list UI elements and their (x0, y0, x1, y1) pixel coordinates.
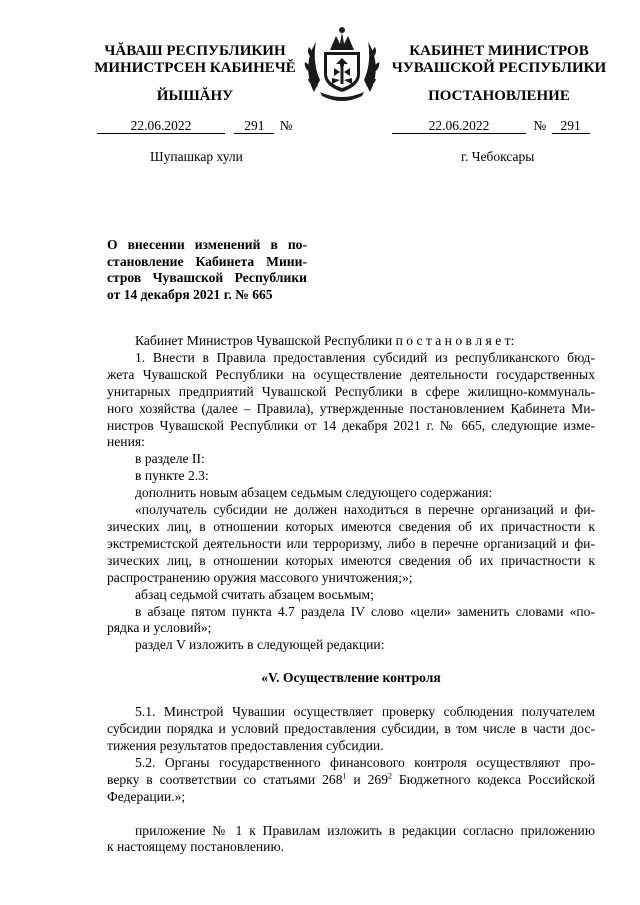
body-p4: в пункте 2.3: (135, 468, 209, 484)
left-no-sign: № (279, 118, 293, 133)
header-left-doc-type: ЙЫШĂНУ (156, 88, 234, 104)
left-city: Шупашкар хули (150, 149, 243, 164)
right-number: 291 (552, 119, 590, 134)
header-right-doc-type: ПОСТАНОВЛЕНИЕ (428, 88, 570, 104)
body-p6-l1: «получатель субсидии не должен находиться в перечне организаций и фи- (135, 502, 595, 518)
body-p2-l2: жета Чувашской Республики на осуществление деятельности государственных (107, 366, 595, 382)
body-p11-l2a: верку в соответствии со статьями 268 (107, 771, 343, 787)
body-p11-l1: 5.2. Органы государственного финансового контроля осуществляют про- (135, 754, 595, 770)
body-p2-l1: 1. Внести в Правила предоставления субсидий из республиканского бюд- (135, 349, 595, 365)
body-p11 (107, 755, 595, 806)
body-p11-l3: Федерации.»; (107, 788, 186, 804)
body-p1: Кабинет Министров Чувашской Республики п о с т а н о в л я е т: (135, 333, 515, 348)
body-p10 (107, 704, 595, 755)
body-p6-l3: экстремистской деятельности или терроризму, либо в перечне организаций и фи- (107, 535, 595, 551)
document-title (107, 237, 307, 303)
body-p3: в разделе II: (135, 451, 205, 467)
body-p8 (107, 604, 595, 638)
body-p2 (107, 350, 595, 451)
document-body (107, 333, 595, 856)
body-p6-l4: зических лиц, в отношении которых имеются сведения об их причастности к (107, 552, 595, 568)
body-p10-l1: 5.1. Минстрой Чувашии осуществляет проверку соблюдения получателем (135, 704, 595, 720)
body-p12-l2: к настоящему постановлению. (107, 839, 285, 855)
header-left-line2: МИНИСТРСЕН КАБИНЕЧĚ (94, 60, 296, 76)
body-p11-l2b: и 269 (346, 771, 388, 787)
body-p6 (107, 502, 595, 587)
title-line3: стров Чувашской Республики (107, 270, 307, 285)
body-p10-l2: субсидии порядка и условий предоставления субсидии, в том числе в части дос- (107, 721, 595, 737)
body-p5: дополнить новым абзацем седьмым следующего содержания: (135, 485, 493, 501)
body-p10-l3: тижения результатов предоставления субсидии. (107, 737, 384, 753)
body-p6-l2: зических лиц, в отношении которых имеются сведения об их причастности к (107, 518, 595, 534)
title-line4: от 14 декабря 2021 г. № 665 (107, 286, 273, 302)
title-line2: становление Кабинета Мини- (107, 253, 307, 269)
section-heading: «V. Осуществление контроля (261, 670, 441, 686)
body-p2-l4: ного хозяйства (далее – Правила), утвержденные постановлением Кабинета Ми- (107, 400, 595, 416)
left-date: 22.06.2022 (97, 119, 225, 134)
body-p2-l6: нения: (107, 434, 145, 450)
body-p11-l2c: Бюджетного кодекса Российской (392, 771, 595, 787)
body-p11-sup1: 1 (342, 771, 347, 781)
body-p2-l5: нистров Чувашской Республики от 14 декабря 2021 г. № 665, следующие изме- (107, 417, 595, 433)
left-number: 291 (234, 119, 274, 134)
right-no-sign: № (533, 118, 547, 133)
body-p8-l2: рядка и условий»; (107, 620, 212, 636)
body-p11-l2 (107, 772, 595, 789)
body-p9: раздел V изложить в следующей редакции: (135, 637, 385, 653)
title-line1: О внесении изменений в по- (107, 237, 307, 252)
body-p8-l1: в абзаце пятом пункта 4.7 раздела IV слово «цели» заменить словами «по- (135, 603, 595, 619)
header-right-date-row (392, 118, 612, 134)
header-left-line1: ЧĂВАШ РЕСПУБЛИКИН (104, 43, 286, 59)
body-p2-l3: унитарных предприятий Чувашской Республики в сфере жилищно-коммуналь- (107, 383, 595, 399)
right-city: г. Чебоксары (461, 149, 535, 164)
body-p12 (107, 823, 595, 857)
header-left-title (70, 43, 320, 77)
header-right-line2: ЧУВАШСКОЙ РЕСПУБЛИКИ (391, 60, 607, 76)
body-p6-l5: распространению оружия массового уничтожения;»; (107, 569, 413, 585)
header-right-line1: КАБИНЕТ МИНИСТРОВ (409, 43, 589, 59)
body-p12-l1: приложение № 1 к Правилам изложить в редакции согласно приложению (135, 822, 595, 838)
body-p11-sup2: 2 (388, 771, 392, 781)
header-right-title (370, 43, 628, 77)
body-p7: абзац седьмой считать абзацем восьмым; (135, 586, 374, 602)
header-left-date-row (97, 118, 317, 134)
right-date: 22.06.2022 (392, 119, 526, 134)
